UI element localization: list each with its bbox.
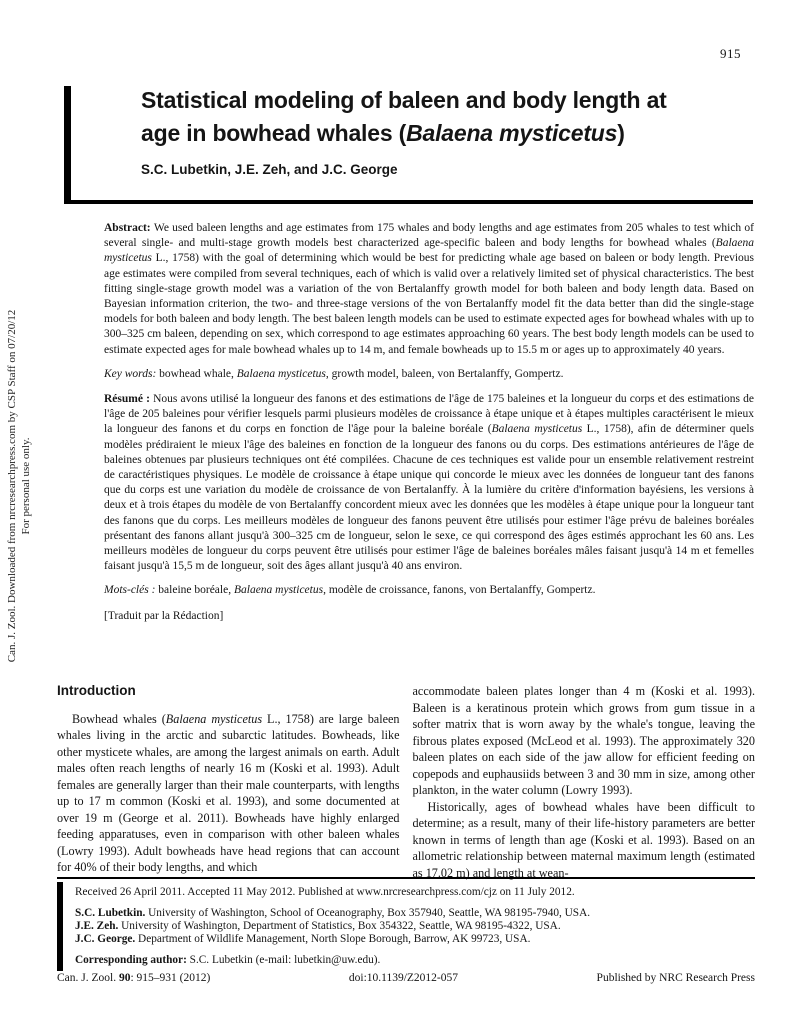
introduction-paragraph-1-continued: accommodate baleen plates longer than 4 m (Koski et al. 1993). Baleen is a keratinous protein which grows from gum tissue in a softer matrix that is worn away by the whale's tongue, leaving the fibrous plates exposed (McLeod et al. 1993). The approximately 320 baleen plates on each side of the jaw allow for efficient feeding on copepods and euphausiids between 3 and 30 mm in size, among other plankton, in the water column (Lowry 1993). [412,684,755,797]
doi-text: doi:10.1139/Z2012-057 [348,972,459,984]
right-column [413,683,756,881]
article-title-line1: Statistical modeling of baleen and body length at [141,87,667,113]
title-left-bar [64,86,71,202]
author-list: S.C. Lubetkin, J.E. Zeh, and J.C. George [141,162,398,177]
download-stamp-line1: Can. J. Zool. Downloaded from nrcresearchpress.com by CSP Staff on 07/20/12 [6,309,18,663]
motscles-line: Mots-clés : baleine boréale, Balaena mysticetus, modèle de croissance, fanons, von Bertalanffy, Gompertz. [104,584,596,597]
article-title-line2: age in bowhead whales (Balaena mysticetus) [141,120,625,146]
received-line: Received 26 April 2011. Accepted 11 May 2012. Published at www.nrcresearchpress.com/cjz on 11 July 2012. [75,886,575,898]
header-rule [64,200,753,204]
footnote-left-bar [57,882,63,971]
introduction-paragraph-2: Historically, ages of bowhead whales have been difficult to determine; as a result, many of their life-history parameters are better known in terms of length than age (Koski et al. 1993). Based on an allometric relationship between maternal maximum length (estimated as 17.02 m) and length at wean- [412,799,755,880]
download-stamp [6,270,33,702]
abstract-paragraph: Abstract: We used baleen lengths and age estimates from 175 whales and body lengths and age estimates from 205 whales to test which of several single- and multi-stage growth models best characterized age-specific baleen and body lengths for bowhead whales (Balaena mysticetus L., 1758) with the goal of determining which would be best for predicting whale age based on baleen or body length. Previous age estimates were compiled from several techniques, each of which is valid over a relatively limited set of physical characteristics. The best fitting single-stage growth model was a variation of the von Bertalanffy growth model for both baleen and body length data. Based on Bayesian information criterion, the two- and three-stage versions of the von Bertalanffy model fit the data better than did the single-stage models for both baleen and body length. The best baleen length models can be used to estimate expected ages for bowhead whales with up to 300–325 cm baleen, depending on sex, which correspond to age estimates approaching 60 years. The best body length models can be used to estimate expected ages for male bowhead whales up to 14 m, and female bowheads up to 15.5 m or ages up to approximately 40 years. [104,222,755,356]
affiliation-line: S.C. Lubetkin. University of Washington, School of Oceanography, Box 357940, Seattle, WA 98195-7940, USA. [75,907,591,919]
abstract-section [104,221,754,624]
body-columns [57,683,755,881]
page-number: 915 [720,46,741,61]
journal-citation: Can. J. Zool. 90: 915–931 (2012) [57,972,211,984]
affiliation-line: J.E. Zeh. University of Washington, Department of Statistics, Box 354322, Seattle, WA 98195-4322, USA. [75,920,561,932]
footnote-content [57,879,755,967]
resume-paragraph: Résumé : Nous avons utilisé la longueur des fanons et des estimations de l'âge de 175 baleines et la longueur du corps et des estimations de l'âge de 205 baleines pour vérifier lesquels parmi plusieurs modèles de croissance à étape unique et à étapes multiples caractérisent le mieux la longueur des fanons et du corps en fonction de l'âge pour la baleine boréale (Balaena mysticetus L., 1758), afin de déterminer quels modèles prédiraient le mieux l'âge des baleines en fonction de la longueur des fanons ou du corps. Des estimations antérieures de l'âge de baleines obtenues par plusieurs techniques ont été compilées. Chacune de ces techniques est valide pour un ensemble relativement restreint de caractéristiques physiques. Le modèle de croissance à étape unique qui concorde le mieux avec les données de longueur tant des fanons que du corps est une variation du modèle de croissance de von Bertalanffy. À la lumière du critère d'information bayésiens, les versions à deux et à trois étapes du modèle de von Bertalanffy concordent mieux avec les données que les modèles à étape unique pour la longueur tant des fanons que du corps. Les meilleurs modèles de longueur des fanons peuvent être utilisés pour estimer l'âge prévu de baleines boréales présentant des fanons allant jusqu'à 300–325 cm de longueur, selon le sexe, ce qui correspond des âges estimés approchant les 60 ans. Les meilleurs modèles de longueur du corps peuvent être utilisés pour estimer l'âge de baleines boréales mâles faisant jusqu'à 14 m et femelles faisant jusqu'à 15,5 m de longueur, soit des âges allant jusqu'à 40 ans environ. [104,393,754,573]
introduction-heading: Introduction [57,683,136,698]
introduction-paragraph-1: Bowhead whales (Balaena mysticetus L., 1758) are large baleen whales living in the arctic and subarctic latitudes. Bowheads, like other mysticete whales, are among the largest animals on earth. Adult males often reach lengths of nearly 16 m (Koski et al. 1993). Adult females are generally larger than their male counterparts, with lengths up to 17 m common (Koski et al. 1993), and some documented at over 19 m (George et al. 2011). Bowheads have highly enlarged feeding apparatuses, even in comparison with other baleen whales (Lowry 1993). Adult bowheads have head regions that can account for 40% of their body lengths, and which [57,711,400,874]
publisher-text: Published by NRC Research Press [596,972,755,984]
left-column [57,683,400,881]
article-title [141,84,741,150]
traduit-line: [Traduit par la Rédaction] [104,609,224,622]
journal-footer [57,972,755,984]
corresponding-author-line: Corresponding author: S.C. Lubetkin (e-mail: lubetkin@uw.edu). [75,954,381,966]
affiliation-line: J.C. George. Department of Wildlife Management, North Slope Borough, Barrow, AK 99723, USA. [75,933,531,945]
footnote-block [57,877,755,967]
keywords-line: Key words: bowhead whale, Balaena mysticetus, growth model, baleen, von Bertalanffy, Gompertz. [104,367,564,380]
download-stamp-line2: For personal use only. [19,437,32,535]
